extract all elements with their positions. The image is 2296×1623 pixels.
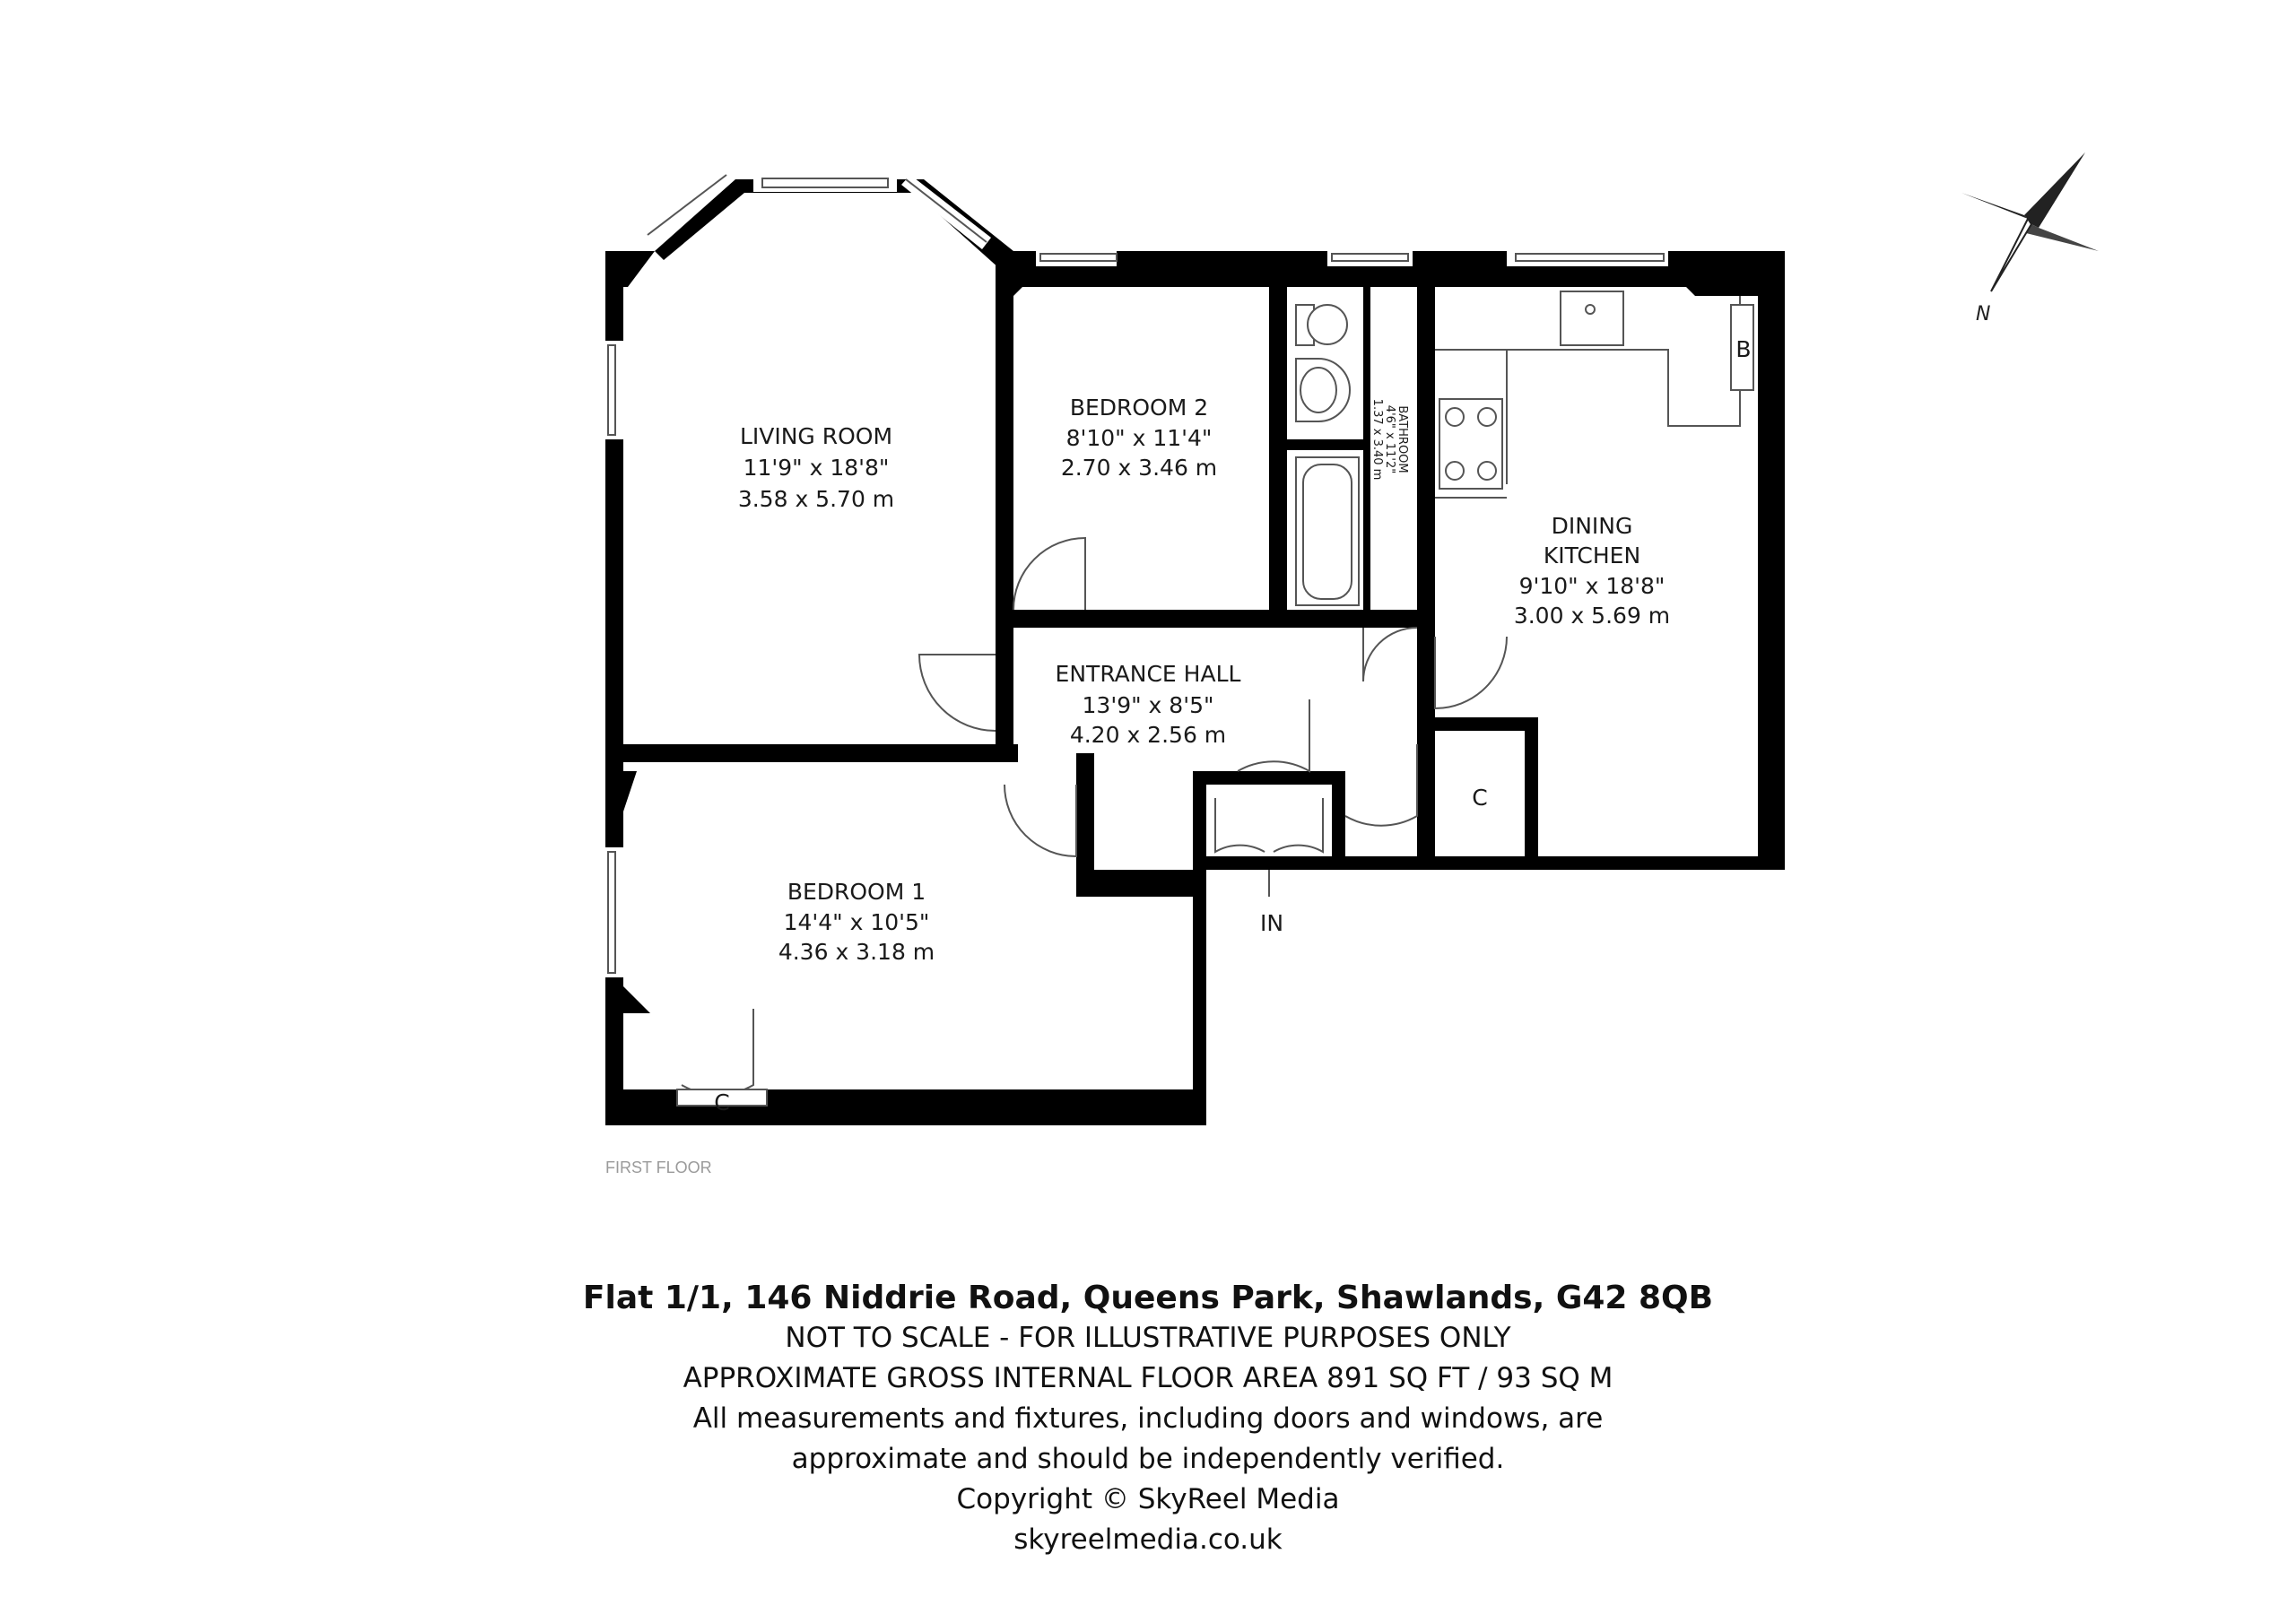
door-swing-icon [682,1009,753,1095]
door-swing-icon [1004,785,1076,856]
room-imperial: 4'6" x 11'2" [1383,404,1396,474]
room-name: DINING [1551,513,1633,539]
room-name: KITCHEN [1543,542,1641,568]
cupboard-label: C [1472,785,1488,811]
room-imperial: 8'10" x 11'4" [1065,425,1213,451]
door-swing-icon [1238,699,1309,771]
room-imperial: 13'9" x 8'5" [1082,692,1214,718]
room-metric: 2.70 x 3.46 m [1060,455,1218,481]
door-swing-icon [1013,538,1085,610]
room-metric: 1.37 x 3.40 m [1370,398,1384,481]
door-swing-icon [1435,637,1507,708]
bathtub-icon [1296,457,1359,605]
property-address: Flat 1/1, 146 Niddrie Road, Queens Park, Shawlands, G42 8QB [582,1280,1714,1316]
sink-icon [1561,291,1623,345]
disclaimer-line: approximate and should be independently verified. [791,1443,1505,1475]
room-name: BATHROOM [1396,405,1409,473]
room-metric: 3.00 x 5.69 m [1513,603,1671,629]
boiler-label: B [1735,336,1752,362]
disclaimer-line: All measurements and fixtures, including doors and windows, are [692,1402,1604,1435]
room-imperial: 14'4" x 10'5" [783,909,930,935]
copyright-line: Copyright © SkyReel Media [956,1483,1340,1515]
disclaimer-line: NOT TO SCALE - FOR ILLUSTRATIVE PURPOSES ONLY [785,1322,1511,1354]
floor-area-line: APPROXIMATE GROSS INTERNAL FLOOR AREA 891 SQ FT / 93 SQ M [683,1362,1613,1394]
toilet-icon [1296,305,1347,345]
room-imperial: 11'9" x 18'8" [743,455,890,481]
room-name: BEDROOM 2 [1069,395,1209,421]
door-swing-icon [1274,798,1323,852]
room-name: ENTRANCE HALL [1055,661,1241,687]
floor-label: FIRST FLOOR [605,1159,712,1176]
door-swing-icon [1345,744,1417,826]
basin-icon [1296,359,1350,421]
windows [608,175,1664,973]
door-swing-icon [919,655,996,731]
compass-rose-icon [1961,152,2099,325]
room-metric: 3.58 x 5.70 m [737,486,895,512]
entrance-label: IN [1259,910,1284,936]
room-metric: 4.36 x 3.18 m [778,939,935,965]
door-swing-icon [1363,628,1417,681]
footer [0,1278,2296,1560]
north-label: N [1976,303,1991,325]
door-swing-icon [1215,798,1265,852]
room-name: LIVING ROOM [739,423,893,449]
cupboard-label: C [714,1089,730,1115]
website-line: skyreelmedia.co.uk [1013,1523,1283,1556]
room-imperial: 9'10" x 18'8" [1518,573,1665,599]
room-name: BEDROOM 1 [787,879,926,905]
room-metric: 4.20 x 2.56 m [1069,722,1227,748]
hob-icon [1439,399,1502,489]
